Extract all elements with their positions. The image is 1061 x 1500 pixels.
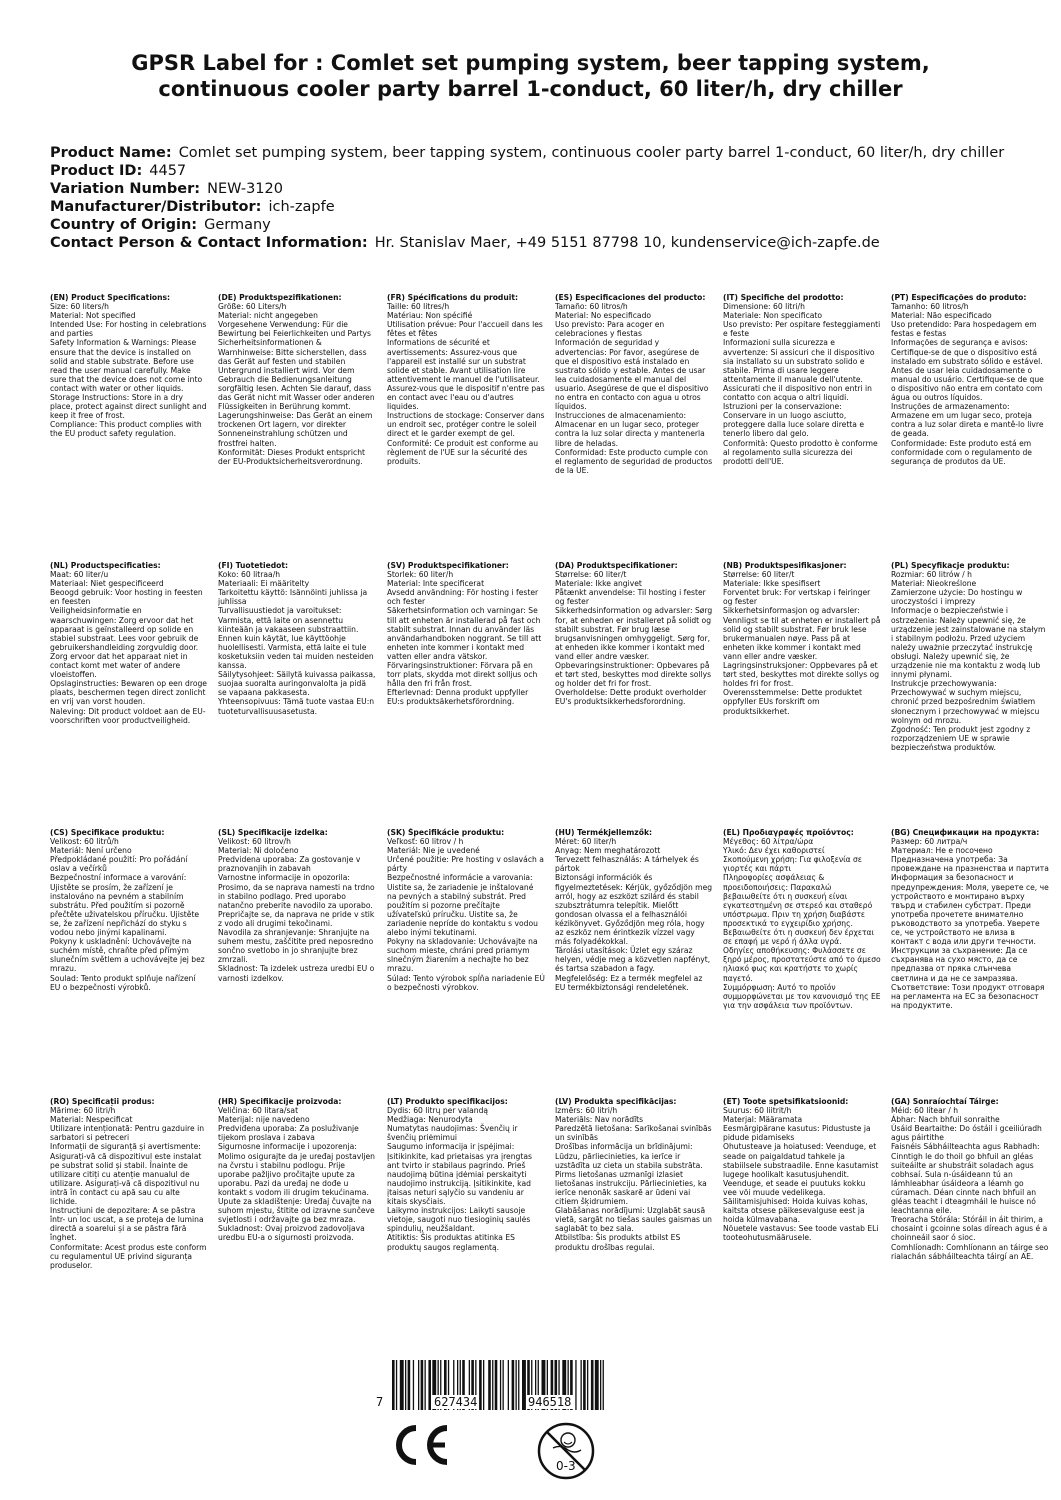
language-spec-line: Numatytas naudojimas: Švenčių ir švenčių priėmimui xyxy=(387,1124,518,1143)
language-spec-line: Conformité: Ce produit est conforme au règlement de l'UE sur la sécurité des produits. xyxy=(387,438,539,466)
language-spec-line: Efterlevnad: Denna produkt uppfyller EU:s produktsäkerhetsförordning. xyxy=(387,688,529,707)
language-spec-line: Informations de sécurité et avertissements: Assurez-vous que l'appareil est installé sur un substrat solide et stable. Avant utilisation lire attentivement le manuel de l'utilisateur. Assurez-vous que le dispositif n'entre pas en contact avec l'eau ou d'autres liquides. xyxy=(387,338,545,412)
language-spec-line: Taille: 60 litres/h xyxy=(387,302,450,312)
language-spec-line: Navodila za shranjevanje: Shranjujte na suhem mestu, zaščitite pred neposredno sončno svetlobo in jo shranjujte brez zmrzali. xyxy=(218,928,374,965)
barcode-first-digit: 7 xyxy=(376,1395,384,1409)
language-spec-line: Forventet bruk: For vertskap i feiringer og fester xyxy=(723,588,871,607)
language-spec-line: Bezpečnostní informace a varování: Ujistěte se prosím, že zařízení je instalováno na pevném a stabilním substrátu. Před použitím si pozorně přečtěte uživatelskou příručku. Ujistěte se, že zařízení nepřichází do styku s vodou nebo jinými kapalinami. xyxy=(50,873,200,938)
language-spec-line: Veličina: 60 litara/sat xyxy=(218,1106,299,1116)
language-spec-line: Materiaal: Niet gespecificeerd xyxy=(50,579,164,589)
barcode-bar xyxy=(595,1360,599,1410)
language-spec-cell xyxy=(723,828,881,1086)
language-spec-cell xyxy=(218,1097,376,1355)
info-label: Manufacturer/Distributor: xyxy=(50,199,262,215)
language-spec-line: Säilitamisjuhised: Hoida kuivas kohas, kaitsta otsese päikesevalguse eest ja hoida külmavabana. xyxy=(723,1197,868,1225)
language-spec-line: Instruções de armazenamento: Armazene em um lugar seco, proteja contra a luz solar direta e mantê-lo livre de geada. xyxy=(891,402,1044,439)
info-label: Country of Origin: xyxy=(50,217,198,233)
language-spec-line: Intended Use: For hosting in celebrations and parties xyxy=(50,320,207,339)
language-spec-line: Størrelse: 60 liter/t xyxy=(723,570,795,580)
language-spec-line: Πληροφορίες ασφάλειας & προειδοποιήσεις: Παρακαλώ βεβαιωθείτε ότι η συσκευή είναι εγκατεστημένη σε στερεό και σταθερό υπόστρωμα. Πριν τη χρήση διαβάστε προσεκτικά το εγχειρίδιο χρήσης. Βεβαιωθείτε ότι η συσκευή δεν έρχεται σε επαφή με νερό ή άλλα υγρά. xyxy=(723,873,875,947)
barcode-right-group: 946518 xyxy=(528,1395,572,1409)
language-spec-line: Rozmiar: 60 litrów / h xyxy=(891,570,972,580)
barcode-bar xyxy=(479,1360,482,1410)
language-spec-line: Biztonsági információk és figyelmeztetések: Kérjük, győződjön meg arról, hogy az eszközt szilárd és stabil szubsztrátumra telepítik. Mielőtt gondosan olvassa el a felhasználói kézikönyvet. Győződjön meg róla, hogy az eszköz nem érintkezik vízzel vagy más folyadékokkal. xyxy=(555,873,713,947)
language-spec-cell xyxy=(891,1097,1049,1355)
language-spec-heading: (SV) Produktspecifikationer: xyxy=(387,561,509,570)
language-spec-heading: (LV) Produkta specifikācijas: xyxy=(555,1097,677,1106)
language-spec-line: Informacje o bezpieczeństwie i ostrzeżenia: Należy upewnić się, że urządzenie jest zainstalowane na stałym i stabilnym podłożu. Przed użyciem należy uważnie przeczytać instrukcję obsługi. Należy upewnić się, że urządzenie nie ma kontaktu z wodą lub innymi płynami. xyxy=(891,606,1046,680)
language-spec-line: Tárolási utasítások: Üzlet egy száraz helyen, védje meg a közvetlen napfényt, és tartsa szabadon a fagy. xyxy=(555,946,711,974)
language-spec-cell xyxy=(555,561,713,819)
language-spec-line: Информация за безопасност и предупреждения: Моля, уверете се, че устройството е монтирано върху твърд и стабилен субстрат. Преди употреба прочетете внимателно ръководството за употреба. Уверете се, че устройството не влиза в контакт с вода или други течности. xyxy=(891,873,1049,947)
language-spec-line: Instrucțiuni de depozitare: A se păstra într- un loc uscat, a se proteja de lumina directă a soarelui și a se păstra fără înghet. xyxy=(50,1206,204,1243)
product-name-line xyxy=(50,144,1040,162)
language-spec-line: Avsedd användning: För hosting i fester och fester xyxy=(387,588,539,607)
language-spec-line: Información de seguridad y advertencias: Por favor, asegúrese de que el dispositivo está instalado en sustrato sólido y estable. Antes de usar lea cuidadosamente el manual del usuario. Asegúrese de que el dispositivo no entra en contacto con agua u otros líquidos. xyxy=(555,338,709,412)
language-spec-line: Nõuetele vastavus: See toode vastab ELi tooteohutusmäärusele. xyxy=(723,1224,879,1243)
language-spec-line: Materjal: Määramata xyxy=(723,1115,803,1125)
age-warning-0-3-icon xyxy=(535,1420,597,1482)
language-spec-line: Съответствие: Този продукт отговаря на регламента на ЕС за безопасност на продуктите. xyxy=(891,982,1045,1010)
language-spec-line: Súlad: Tento výrobok spĺňa nariadenie EÚ o bezpečnosti výrobkov. xyxy=(387,973,545,992)
barcode xyxy=(370,1360,620,1420)
language-spec-line: Размер: 60 литра/ч xyxy=(891,837,968,847)
title-line-1: GPSR Label for : Comlet set pumping system, beer tapping system, xyxy=(131,51,930,75)
language-spec-line: Overensstemmelse: Dette produktet oppfyller EUs forskrift om produktsikkerhet. xyxy=(723,688,862,716)
language-spec-line: Lagerungshinweise: Das Gerät an einem trockenen Ort lagern, vor direkter Sonneneinstrahlung schützen und frostfrei halten. xyxy=(218,411,373,448)
language-spec-line: Anyag: Nem meghatározott xyxy=(555,846,661,856)
language-spec-line: Turvallisuustiedot ja varoitukset: Varmista, että laite on asennettu kiinteään ja vakaaseen substraattiin. Ennen kuin käytät, lue käyttöohje huolellisesti. Varmista, että laite ei tule kosketuksiin veden tai muiden nesteiden kanssa. xyxy=(218,606,374,671)
language-spec-line: Pokyny na skladovanie: Uchovávajte na suchom mieste, chráni pred priamym slnečným žiarením a nechajte ho bez mrazu. xyxy=(387,937,538,974)
language-spec-line: Méid: 60 lítear / h xyxy=(891,1106,959,1116)
language-spec-cell xyxy=(723,293,881,551)
language-spec-line: Eesmärgipärane kasutus: Pidustuste ja pidude pidamiseks xyxy=(723,1124,871,1143)
barcode-bar xyxy=(396,1360,397,1410)
language-spec-line: Storlek: 60 liter/h xyxy=(387,570,454,580)
language-spec-line: Glabāšanas norādījumi: Uzglabāt sausā vietā, sargāt no tiešas saules gaismas un saglabāt to bez sala. xyxy=(555,1206,712,1234)
language-spec-heading: (LT) Produkto specifikacijos: xyxy=(387,1097,508,1106)
language-spec-line: Treoracha Stórála: Stóráil in áit thirim, a chosaint i gcoinne solas díreach agus é a choinneáil saor ó sioc. xyxy=(891,1215,1048,1243)
language-spec-line: Informações de segurança e avisos: Certifique-se de que o dispositivo está instalado em substrato sólido e estável. Antes de usar leia cuidadosamente o manual do usuário. Certifique-se de que o dispositivo não entra em contato com água ou outros líquidos. xyxy=(891,338,1044,403)
ce-mark-icon xyxy=(390,1423,452,1467)
language-spec-line: Určené použitie: Pre hosting v oslavách a párty xyxy=(387,855,544,874)
language-spec-heading: (PL) Specyfikacje produktu: xyxy=(891,561,1010,570)
language-spec-line: Mărime: 60 litri/h xyxy=(50,1106,116,1116)
language-spec-line: Conformitate: Acest produs este conform cu regulamentul UE privind siguranța produselor. xyxy=(50,1242,207,1270)
barcode-bar xyxy=(600,1360,601,1410)
barcode-bar xyxy=(591,1360,594,1410)
barcode-bar xyxy=(583,1360,586,1410)
language-spec-line: Informații de siguranță și avertismente: Asigurați-vă că dispozitivul este instalat pe substrat solid și stabil. Înainte de utilizare citiți cu atenție manualul de utilizare. Asigurați-vă că dispozitivul nu intră în contact cu apă sau cu alte lichide. xyxy=(50,1142,202,1207)
language-spec-line: Informazioni sulla sicurezza e avvertenze: Si assicuri che il dispositivo sia installato su un substrato solido e stabile. Prima di usare leggere attentamente il manuale dell'utente. Assicurati che il dispositivo non entri in contatto con acqua o altri liquidi. xyxy=(723,338,875,403)
language-spec-line: Veľkosť: 60 litrov / h xyxy=(387,837,464,847)
language-spec-line: Materiál: Nie je uvedené xyxy=(387,846,480,856)
language-spec-line: Konformität: Dieses Produkt entspricht der EU-Produktsicherheitsverordnung. xyxy=(218,447,365,466)
language-spec-heading: (SK) Špecifikácie produktu: xyxy=(387,828,505,837)
language-spec-cell xyxy=(891,561,1049,819)
language-spec-line: Предназначена употреба: За провеждане на празненства и партита xyxy=(891,855,1049,874)
language-spec-line: Sicherheitsinformationen & Warnhinweise: Bitte sicherstellen, dass das Gerät auf festen und stabilen Untergrund installiert wird. Vor dem Gebrauch die Bedienungsanleitung sorgfältig lesen. Achten Sie darauf, dass das Gerät nicht mit Wasser oder anderen Flüssigkeiten in Berührung kommt. xyxy=(218,338,375,412)
contact-line xyxy=(50,234,1040,252)
language-spec-line: Größe: 60 Liters/h xyxy=(218,302,287,312)
language-spec-line: Materiale: Ikke angivet xyxy=(555,579,642,589)
language-spec-line: Förvaringsinstruktioner: Förvara på en torr plats, skydda mot direkt solljus och hålla den fri från frost. xyxy=(387,661,538,689)
language-spec-heading: (EN) Product Specifications: xyxy=(50,293,171,302)
barcode-bar xyxy=(516,1360,517,1410)
language-spec-line: Veiligheidsinformatie en waarschuwingen: Zorg ervoor dat het apparaat is geïnstalleerd op solide en stabiel substraat. Lees voor gebruik de gebruikershandleiding zorgvuldig door. Zorg ervoor dat het apparaat niet in contact komt met water of andere vloeistoffen. xyxy=(50,606,199,680)
language-spec-line: Maat: 60 liter/u xyxy=(50,570,109,580)
language-spec-cell xyxy=(218,293,376,551)
variation-number-line xyxy=(50,180,1040,198)
info-value: NEW-3120 xyxy=(207,181,283,197)
language-spec-line: Tamaño: 60 litros/h xyxy=(555,302,628,312)
language-spec-line: Υλικό: Δεν έχει καθοριστεί xyxy=(723,846,825,856)
language-spec-line: Vorgesehene Verwendung: Für die Bewirtung bei Feierlichkeiten und Partys xyxy=(218,320,371,339)
info-value: Comlet set pumping system, beer tapping system, continuous cooler party barrel 1-conduct, 60 liter/h, dry chiller xyxy=(178,145,1005,161)
language-spec-cell xyxy=(387,561,545,819)
language-spec-line: Tamanho: 60 litros/h xyxy=(891,302,969,312)
language-spec-line: Pokyny k uskladnění: Uchovávejte na suchém místě, chraňte před přímým slunečním světlem a uchovávejte jej bez mrazu. xyxy=(50,937,205,974)
language-spec-line: Инструкции за съхранение: Да се съхранява на сухо място, да се предпазва от пряка слънчева светлина и да не се замразява. xyxy=(891,946,1028,983)
language-spec-line: Koko: 60 litraa/h xyxy=(218,570,281,580)
language-spec-line: Safety Information & Warnings: Please ensure that the device is installed on solid and stable substrate. Before use read the user manual carefully. Make sure that the device does not come into contact with water or other liquids. xyxy=(50,338,203,393)
language-spec-line: Ábhar: Nach bhfuil sonraithe xyxy=(891,1115,1000,1125)
barcode-bar xyxy=(425,1360,426,1410)
language-spec-line: Faisnéis Sábháilteachta agus Rabhadh: Cinntigh le do thoil go bhfuil an gléas suiteáilte ar shubstráit soladach agus cobhsaí. Sula n-úsáideann tú an lámhleabhar úsáideora a léamh go cúramach. Déan cinnte nach bhfuil an gléas teacht i dteagmháil le huisce nó leachtanna eile. xyxy=(891,1142,1040,1216)
language-spec-heading: (HR) Specifikacije proizvoda: xyxy=(218,1097,342,1106)
language-spec-line: Material: Ni določeno xyxy=(218,846,299,856)
language-spec-line: Yhteensopivuus: Tämä tuote vastaa EU:n tuoteturvallisuusasetusta. xyxy=(218,697,375,716)
language-spec-line: Σκοπούμενη χρήση: Για φιλοξενία σε γιορτές και πάρτι xyxy=(723,855,862,874)
language-spec-line: Zamierzone użycie: Do hostingu w uroczystości i imprezy xyxy=(891,588,1023,607)
language-spec-heading: (CS) Specifikace produktu: xyxy=(50,828,165,837)
language-spec-line: Materiale: Non specificato xyxy=(723,311,823,321)
language-spec-cell xyxy=(387,828,545,1086)
barcode-bar xyxy=(483,1360,484,1410)
barcode-bar xyxy=(400,1360,404,1410)
language-spec-line: Varnostne informacije in opozorila: Prosimo, da se naprava namesti na trdno in stabilno podlago. Pred uporabo natančno preberite navodilo za uporabo. Prepričajte se, da naprava ne pride v stik z vodo ali drugimi tekočinami. xyxy=(218,873,375,928)
language-spec-line: Size: 60 liters/h xyxy=(50,302,109,312)
language-spec-line: Suurus: 60 liitrit/h xyxy=(723,1106,792,1116)
language-spec-line: Méret: 60 liter/h xyxy=(555,837,617,847)
language-spec-cell xyxy=(50,293,208,551)
language-spec-line: Megfelelőség: Ez a termék megfelel az EU termékbiztonsági rendeletének. xyxy=(555,973,703,992)
language-spec-line: Material: nicht angegeben xyxy=(218,311,318,321)
barcode-bar xyxy=(488,1360,491,1410)
language-spec-line: Μέγεθος: 60 λίτρα/ώρα xyxy=(723,837,814,847)
language-spec-line: Säkerhetsinformation och varningar: Se till att enheten är installerad på fast och stabilt substrat. Innan du använder läs användarhandboken noggrant. Se till att enheten inte kommer i kontakt med vatten eller andra vätskor. xyxy=(387,606,542,661)
barcode-bar xyxy=(503,1360,504,1410)
barcode-bar xyxy=(421,1360,424,1410)
language-spec-heading: (RO) Specificații produs: xyxy=(50,1097,155,1106)
barcode-bar xyxy=(418,1360,419,1410)
language-spec-line: Conformidad: Este producto cumple con el reglamento de seguridad de productos de la UE. xyxy=(555,447,713,475)
language-spec-line: Upute za skladištenje: Uređaj čuvajte na suhom mjestu, štitite od izravne sunčeve svjetlosti i održavajte ga bez mraza. xyxy=(218,1197,375,1225)
language-spec-line: Συμμόρφωση: Αυτό το προϊόν συμμορφώνεται με τον κανονισμό της ΕΕ για την ασφάλεια των προϊόντων. xyxy=(723,982,881,1010)
language-spec-line: Instrucciones de almacenamiento: Almacenar en un lugar seco, proteger contra la luz solar directa y mantenerla libre de heladas. xyxy=(555,411,705,448)
language-spec-heading: (FR) Spécifications du produit: xyxy=(387,293,519,302)
info-value: ich-zapfe xyxy=(268,199,335,215)
language-spec-cell xyxy=(218,561,376,819)
language-spec-cell xyxy=(387,1097,545,1355)
language-spec-line: Velikost: 60 litrů/h xyxy=(50,837,119,847)
language-spec-cell xyxy=(218,828,376,1086)
language-spec-line: Påtænkt anvendelse: Til hosting i fester og fester xyxy=(555,588,706,607)
language-spec-line: Instructions de stockage: Conserver dans un endroit sec, protéger contre le soleil direct et le garder exempt de gel. xyxy=(387,411,545,439)
language-spec-heading: (NL) Productspecificaties: xyxy=(50,561,161,570)
language-spec-line: Tarkoitettu käyttö: Isännöinti juhlissa ja juhlissa xyxy=(218,588,368,607)
language-spec-line: Beoogd gebruik: Voor hosting in feesten en feesten xyxy=(50,588,203,607)
language-spec-line: Compliance: This product complies with the EU product safety regulation. xyxy=(50,420,202,439)
language-spec-cell xyxy=(723,1097,881,1355)
language-spec-line: Sukladnost: Ovaj proizvod zadovoljava uredbu EU-a o sigurnosti proizvoda. xyxy=(218,1224,365,1243)
info-value: Germany xyxy=(204,217,271,233)
product-id-line xyxy=(50,162,1040,180)
age-label: 0-3 xyxy=(556,1459,576,1473)
barcode-bar xyxy=(508,1360,509,1410)
page-title xyxy=(40,50,1021,102)
language-spec-line: Bezpečnostné informácie a varovania: Uistite sa, že zariadenie je inštalované na pevných a stabilný substrát. Pred použitím si pozorne prečítajte užívateľskú príručku. Uistite sa, že zariadenie nepríde do kontaktu s vodou alebo inými tekutinami. xyxy=(387,873,538,938)
barcode-bar xyxy=(603,1360,604,1410)
language-spec-line: Paredzētā lietošana: Sarīkošanai svinībās un svinībās xyxy=(555,1124,712,1143)
language-spec-line: Material: Not specified xyxy=(50,311,136,321)
language-spec-line: Laikymo instrukcijos: Laikyti sausoje vietoje, saugoti nuo tiesioginių saulės spindulių, neužšaldant. xyxy=(387,1206,531,1234)
info-value: Hr. Stanislav Maer, +49 5151 87798 10, kundenservice@ich-zapfe.de xyxy=(374,235,880,251)
language-spec-line: Atbilstība: Šis produkts atbilst ES produktu drošības regulai. xyxy=(555,1233,681,1252)
language-spec-line: Material: Inte specificerat xyxy=(387,579,485,589)
barcode-bar xyxy=(518,1360,519,1410)
info-value: 4457 xyxy=(149,163,187,179)
barcode-bar xyxy=(492,1360,493,1410)
language-spec-cell xyxy=(50,828,208,1086)
language-spec-line: Οδηγίες αποθήκευσης: Φυλάσσετε σε ξηρό μέρος, προστατεύστε από το άμεσο ηλιακό φως και κρατήστε το χωρίς παγετό. xyxy=(723,946,881,983)
language-spec-line: Saugumo informacija ir įspėjimai: Įsitikinkite, kad prietaisas yra įrengtas ant tvirto ir stabilaus pagrindo. Prieš naudojimą būtina įdėmiai perskaityti naudojimo instrukciją. Įsitikinkite, kad įtaisas neturi sąlyčio su vandeniu ar kitais skysčiais. xyxy=(387,1142,532,1207)
language-spec-line: Tervezett felhasználás: A tárhelyek és pártok xyxy=(555,855,699,874)
language-spec-line: Материал: Не е посочено xyxy=(891,846,993,856)
language-spec-line: Predviđena uporaba: Za posluživanje tijekom proslava i zabava xyxy=(218,1124,359,1143)
language-spec-line: Uso previsto: Para acoger en celebraciones y fiestas xyxy=(555,320,665,339)
language-spec-cell xyxy=(555,1097,713,1355)
language-spec-line: Dydis: 60 litrų per valandą xyxy=(387,1106,489,1116)
language-spec-cell xyxy=(555,828,713,1086)
language-spec-heading: (SL) Specifikacije izdelka: xyxy=(218,828,328,837)
language-spec-line: Dimensione: 60 litri/h xyxy=(723,302,805,312)
barcode-bar xyxy=(512,1360,515,1410)
info-label: Variation Number: xyxy=(50,181,201,197)
language-spec-line: Comhlíonadh: Comhlíonann an táirge seo rialachán sábháilteachta táirgí an AE. xyxy=(891,1242,1049,1261)
language-spec-line: Úsáid Beartaithe: Do óstáil i gceiliúradh agus páirtithe xyxy=(891,1124,1042,1143)
language-spec-heading: (DA) Produktspecifikationer: xyxy=(555,561,678,570)
language-spec-line: Materijal: nije navedeno xyxy=(218,1115,310,1125)
language-spec-line: Säilytysohjeet: Säilytä kuivassa paikassa, suojaa suoralta auringonvalolta ja pidä se vapaana pakkasesta. xyxy=(218,670,376,698)
language-spec-cell xyxy=(891,293,1049,551)
language-spec-line: Overholdelse: Dette produkt overholder EU's produktsikkerhedsforordning. xyxy=(555,688,707,707)
language-spec-line: Izmērs: 60 litri/h xyxy=(555,1106,618,1116)
language-spec-heading: (NB) Produktspesifikasjoner: xyxy=(723,561,847,570)
language-spec-cell xyxy=(723,561,881,819)
language-spec-heading: (FI) Tuotetiedot: xyxy=(218,561,289,570)
language-spec-line: Sikkerhetsinformasjon og advarsler: Vennligst se til at enheten er installert på solid og stabilt substrat. Før bruk lese brukermanualen nøye. Pass på at enheten ikke kommer i kontakt med vann eller andre væsker. xyxy=(723,606,881,661)
language-spec-line: Medžiaga: Nenurodyta xyxy=(387,1115,473,1125)
info-label: Product ID: xyxy=(50,163,143,179)
language-spec-line: Conformidade: Este produto está em conformidade com o regulamento de segurança de produtos da UE. xyxy=(891,438,1032,466)
barcode-bar xyxy=(413,1360,414,1410)
language-spec-line: Ohutusteave ja hoiatused: Veenduge, et seade on paigaldatud tahkele ja stabiilsele substraadile. Enne kasutamist lugege hoolikalt kasutusjuhendit. Veenduge, et seade ei puutuks kokku vee või muude vedelikega. xyxy=(723,1142,879,1197)
manufacturer-line xyxy=(50,198,1040,216)
language-spec-cell xyxy=(555,293,713,551)
barcode-bar xyxy=(587,1360,588,1410)
language-spec-cell xyxy=(387,293,545,551)
language-spec-line: Materiale: Ikke spesifisert xyxy=(723,579,821,589)
country-of-origin-line xyxy=(50,216,1040,234)
language-spec-line: Predvidena uporaba: Za gostovanje v praznovanjih in zabavah xyxy=(218,855,361,874)
language-spec-line: Conformità: Questo prodotto è conforme al regolamento sulla sicurezza dei prodotti dell'UE. xyxy=(723,438,878,466)
language-spec-cell xyxy=(50,1097,208,1355)
barcode-bar xyxy=(405,1360,406,1410)
language-spec-line: Atitiktis: Šis produktas atitinka ES produktų saugos reglamentą. xyxy=(387,1233,515,1252)
language-spec-line: Zgodność: Ten produkt jest zgodny z rozporządzeniem UE w sprawie bezpieczeństwa produktów. xyxy=(891,724,1031,752)
language-spec-line: Materiāls: Nav norādīts xyxy=(555,1115,644,1125)
barcode-bar xyxy=(408,1360,411,1410)
language-spec-line: Opbevaringsinstruktioner: Opbevares på et tørt sted, beskyttes mod direkte sollys og holder det fri for frost. xyxy=(555,661,712,689)
barcode-bar xyxy=(575,1360,576,1410)
language-spec-line: Storage Instructions: Store in a dry place, protect against direct sunlight and keep it free of frost. xyxy=(50,393,207,421)
language-spec-line: Skladnost: Ta izdelek ustreza uredbi EU o varnosti izdelkov. xyxy=(218,964,375,983)
language-spec-line: Uso pretendido: Para hospedagem em festas e festas xyxy=(891,320,1037,339)
barcode-bar xyxy=(495,1360,498,1410)
language-spec-heading: (BG) Спецификации на продукта: xyxy=(891,828,1040,837)
language-spec-heading: (ES) Especificaciones del producto: xyxy=(555,293,706,302)
language-spec-line: Drošības informācija un brīdinājumi: Lūdzu, pārliecinieties, ka ierīce ir uzstādīta uz cieta un stabila substrāta. Pirms lietošanas uzmanīgi izlasiet lietošanas instrukciju. Pārliecinieties, ka ierīce nenonāk saskarē ar ūdeni vai citiem šķidrumiem. xyxy=(555,1142,707,1207)
language-spec-line: Istruzioni per la conservazione: Conservare in un luogo asciutto, proteggere dalla luce solare diretta e tenerlo libero dal gelo. xyxy=(723,402,865,439)
language-spec-heading: (DE) Produktspezifikationen: xyxy=(218,293,342,302)
language-spec-line: Opslaginstructies: Bewaren op een droge plaats, beschermen tegen direct zonlicht en vrij van vorst houden. xyxy=(50,679,207,707)
language-spec-line: Material: Nespecificat xyxy=(50,1115,133,1125)
language-spec-heading: (PT) Especificações do produto: xyxy=(891,293,1027,302)
info-label: Contact Person & Contact Information: xyxy=(50,235,368,251)
language-spec-cell xyxy=(891,828,1049,1086)
language-spec-line: Material: No especificado xyxy=(555,311,652,321)
barcode-bar xyxy=(392,1360,395,1410)
barcode-left-group: 627434 xyxy=(434,1395,478,1409)
language-spec-grid xyxy=(50,293,1050,1343)
barcode-bar xyxy=(428,1360,431,1410)
language-spec-line: Instrukcje przechowywania: Przechowywać w suchym miejscu, chronić przed bezpośrednim światłem słonecznym i przechowywać w miejscu wolnym od mrozu. xyxy=(891,679,1040,725)
language-spec-heading: (EL) Προδιαγραφές προϊόντος: xyxy=(723,828,854,837)
language-spec-heading: (IT) Specifiche del prodotto: xyxy=(723,293,844,302)
barcode-bar xyxy=(581,1360,582,1410)
barcode-bar xyxy=(500,1360,501,1410)
language-spec-line: Sigurnosne informacije i upozorenja: Molimo osigurajte da je uređaj postavljen na čvrstu i stabilnu podlogu. Prije uporabe pažljivo pročitajte upute za uporabu. Pazi da uređaj ne dođe u kontakt s vodom ili drugim tekućinama. xyxy=(218,1142,375,1197)
info-label: Product Name: xyxy=(50,145,172,161)
language-spec-heading: (HU) Termékjellemzők: xyxy=(555,828,653,837)
title-line-2: continuous cooler party barrel 1-conduct, 60 liter/h, dry chiller xyxy=(158,77,903,101)
language-spec-cell xyxy=(50,561,208,819)
language-spec-line: Velikost: 60 litrov/h xyxy=(218,837,291,847)
language-spec-line: Naleving: Dit product voldoet aan de EU-voorschriften voor productveiligheid. xyxy=(50,706,206,725)
language-spec-line: Materiaali: Ei määritelty xyxy=(218,579,310,589)
language-spec-line: Materiál: Není určeno xyxy=(50,846,132,856)
language-spec-line: Utilizare intenționată: Pentru gazduire in sarbatori si petreceri xyxy=(50,1124,205,1143)
language-spec-line: Uso previsto: Per ospitare festeggiamenti e feste xyxy=(723,320,881,339)
language-spec-line: Sikkerhedsinformation og advarsler: Sørg for, at enheden er installeret på solidt og stabilt substrat. Før brug læse brugsanvisningen omhyggeligt. Sørg for, at enheden ikke kommer i kontakt med vand eller andre væsker. xyxy=(555,606,713,661)
language-spec-line: Utilisation prévue: Pour l'accueil dans les fêtes et fêtes xyxy=(387,320,543,339)
language-spec-line: Matériau: Non spécifié xyxy=(387,311,473,321)
language-spec-line: Materiał: Nieokreślone xyxy=(891,579,977,589)
language-spec-heading: (ET) Toote spetsifikatsioonid: xyxy=(723,1097,849,1106)
language-spec-heading: (GA) Sonraíochtaí Táirge: xyxy=(891,1097,999,1106)
language-spec-line: Størrelse: 60 liter/t xyxy=(555,570,627,580)
language-spec-line: Lagringsinstruksjoner: Oppbevares på et tørt sted, beskyttes mot direkte sollys og holdes fri for frost. xyxy=(723,661,880,689)
language-spec-line: Soulad: Tento produkt splňuje nařízení EU o bezpečnosti výrobků. xyxy=(50,973,196,992)
language-spec-line: Material: Não especificado xyxy=(891,311,992,321)
product-info-block xyxy=(50,144,1040,252)
language-spec-line: Předpokládané použití: Pro pořádání oslav a večírků xyxy=(50,855,188,874)
